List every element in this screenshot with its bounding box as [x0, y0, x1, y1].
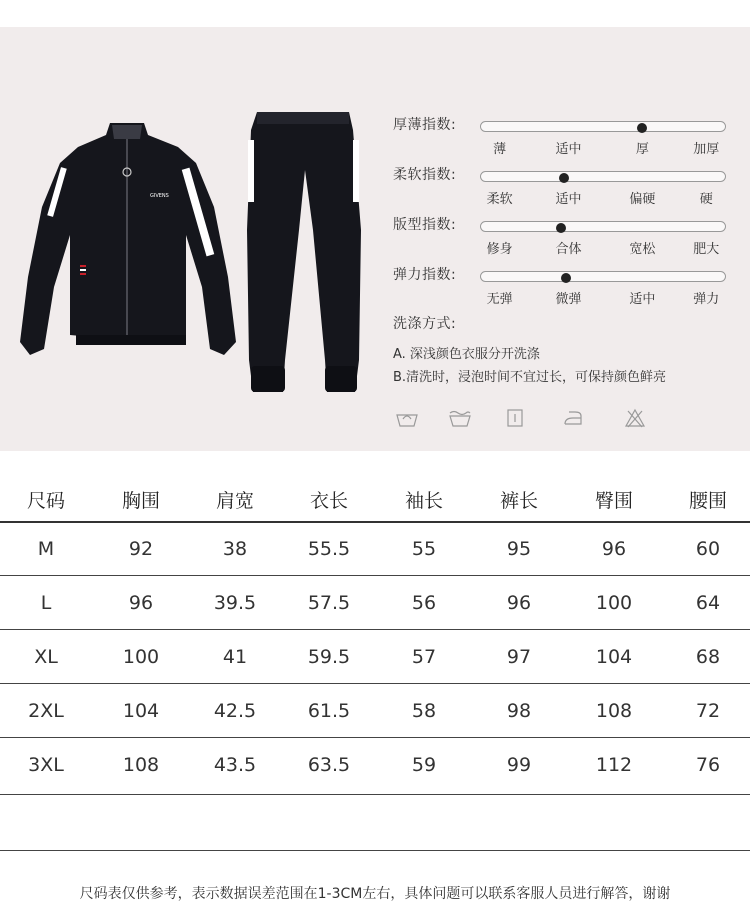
table-cell: 104: [122, 699, 160, 722]
table-cell: XL: [34, 645, 58, 668]
table-cell: 100: [595, 591, 633, 614]
column-header: 裤长: [499, 490, 539, 512]
table-cell: 64: [695, 591, 721, 614]
table-row: [0, 629, 750, 683]
pants-image: [243, 110, 368, 395]
wash-instruction-b: B.清洗时，浸泡时间不宜过长，可保持颜色鲜亮: [393, 370, 667, 385]
jacket-image: [18, 117, 240, 362]
scale-labels: [480, 288, 726, 307]
table-cell: 61.5: [307, 699, 351, 722]
scale-label: 微弹: [555, 292, 582, 307]
column-header: 腰围: [688, 490, 728, 512]
table-cell: 55: [411, 538, 437, 560]
table-cell: 104: [595, 645, 633, 668]
scale-labels: [480, 188, 726, 207]
scale-track: [480, 221, 726, 232]
table-cell: 97: [506, 645, 532, 668]
column-header: 衣长: [309, 490, 349, 512]
table-cell: 108: [595, 699, 633, 722]
attribute-title: 弹力指数:: [393, 267, 457, 283]
table-cell: 38: [222, 538, 248, 560]
table-cell: 99: [506, 753, 532, 776]
column-header: 肩宽: [215, 490, 255, 512]
attribute-scale: [393, 164, 733, 207]
jacket-logo: GIVENS: [150, 193, 169, 199]
table-divider: [0, 850, 750, 851]
column-header: 尺码: [26, 490, 66, 512]
table-cell: 108: [122, 753, 160, 776]
no-bleach-icon: [623, 407, 647, 429]
tumble-dry-icon: [503, 407, 527, 429]
hand-wash-icon: [395, 407, 419, 429]
scale-label: 无弹: [486, 292, 513, 307]
scale-label: 适中: [555, 142, 582, 157]
iron-icon: [561, 407, 585, 429]
attribute-scale: [393, 114, 733, 157]
scale-label: 柔软: [486, 192, 513, 207]
table-cell: 112: [595, 753, 633, 776]
scale-label: 合体: [555, 242, 582, 257]
size-table-header: [0, 470, 750, 521]
table-cell: 100: [122, 645, 160, 668]
size-table: [0, 470, 750, 791]
table-cell: 92: [128, 538, 154, 560]
size-disclaimer: 尺码表仅供参考，表示数据误差范围在1-3CM左右，具体问题可以联系客服人员进行解答，谢谢: [79, 886, 671, 902]
table-row: [0, 683, 750, 737]
attribute-title: 厚薄指数:: [393, 117, 457, 133]
wash-method-title: 洗涤方式:: [393, 316, 457, 332]
table-cell: 41: [222, 645, 248, 668]
scale-label: 肥大: [693, 242, 720, 257]
table-row: [0, 575, 750, 629]
table-cell: 98: [506, 699, 532, 722]
scale-label: 适中: [629, 292, 656, 307]
table-divider: [0, 794, 750, 795]
table-row: [0, 737, 750, 791]
table-cell: 95: [506, 538, 532, 560]
table-row: [0, 521, 750, 575]
scale-label: 薄: [493, 142, 507, 157]
scale-label: 偏硬: [629, 192, 656, 207]
table-cell: 68: [695, 645, 721, 668]
table-cell: 59.5: [307, 645, 351, 668]
scale-label: 弹力: [693, 292, 720, 307]
scale-label: 加厚: [693, 142, 720, 157]
table-cell: M: [37, 538, 55, 560]
table-cell: 2XL: [28, 699, 64, 722]
column-header: 胸围: [121, 490, 161, 512]
table-cell: 76: [695, 753, 721, 776]
scale-label: 硬: [699, 192, 713, 207]
table-cell: 39.5: [213, 591, 257, 614]
table-cell: 96: [506, 591, 532, 614]
table-cell: L: [40, 591, 52, 614]
scale-label: 适中: [555, 192, 582, 207]
column-header: 袖长: [404, 490, 444, 512]
table-cell: 57.5: [307, 591, 351, 614]
table-cell: 58: [411, 699, 437, 722]
attribute-scale: [393, 264, 733, 307]
scale-track: [480, 171, 726, 182]
scale-label: 厚: [635, 142, 649, 157]
attribute-scale: [393, 214, 733, 257]
scale-track: [480, 121, 726, 132]
table-cell: 43.5: [213, 753, 257, 776]
table-cell: 63.5: [307, 753, 351, 776]
table-cell: 3XL: [28, 753, 64, 776]
table-cell: 96: [601, 538, 627, 560]
scale-label: 宽松: [629, 242, 656, 257]
scale-labels: [480, 238, 726, 257]
table-cell: 42.5: [213, 699, 257, 722]
scale-labels: [480, 138, 726, 157]
wash-basin-icon: [448, 407, 472, 429]
scale-track: [480, 271, 726, 282]
column-header: 臀围: [594, 490, 634, 512]
table-cell: 56: [411, 591, 437, 614]
care-icons: [393, 407, 653, 429]
scale-label: 修身: [486, 242, 513, 257]
table-cell: 57: [411, 645, 437, 668]
wash-instruction-a: A. 深浅颜色衣服分开洗涤: [393, 347, 540, 362]
table-cell: 96: [128, 591, 154, 614]
table-cell: 72: [695, 699, 721, 722]
table-cell: 59: [411, 753, 437, 776]
attribute-title: 柔软指数:: [393, 167, 457, 183]
table-cell: 60: [695, 538, 721, 560]
attribute-title: 版型指数:: [393, 217, 457, 233]
scale-indicator: [559, 173, 569, 183]
table-cell: 55.5: [307, 538, 351, 560]
